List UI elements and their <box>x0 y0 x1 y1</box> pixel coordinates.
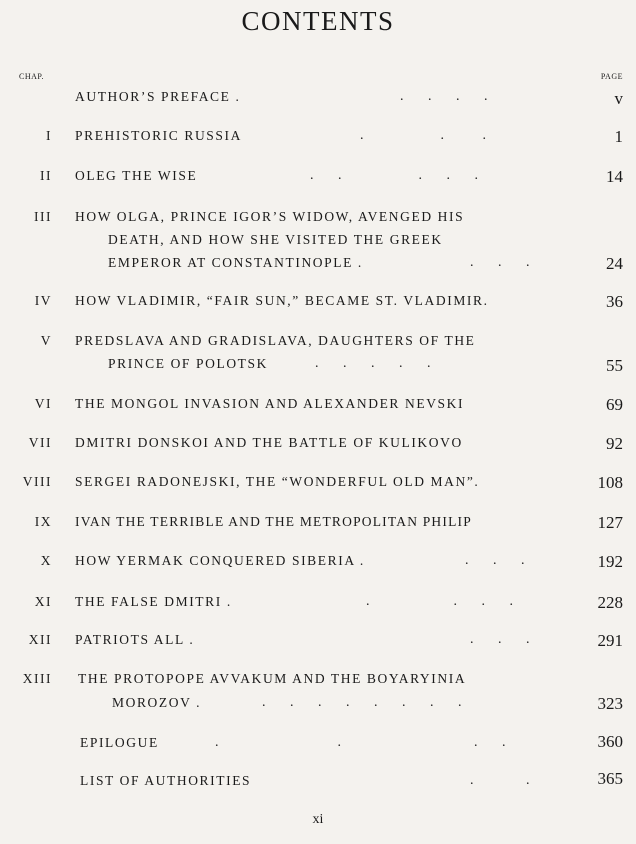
leader-dots: . . . . <box>400 89 488 104</box>
entry-title: OLEG THE WISE <box>75 168 198 183</box>
entry-title: HOW VLADIMIR, “FAIR SUN,” BECAME ST. VLADIMIR. <box>75 293 489 308</box>
leader-dots: . . . <box>360 128 486 143</box>
page-number: 192 <box>597 552 623 571</box>
page-folio: xi <box>312 812 324 827</box>
entry-title: LIST OF AUTHORITIES <box>80 773 252 788</box>
page-number: 291 <box>597 631 623 650</box>
page-number: 24 <box>606 254 623 273</box>
leader-dots: . . . . . <box>310 168 478 183</box>
leader-dots: . . . . <box>215 735 506 750</box>
entry-title-line-2: DEATH, AND HOW SHE VISITED THE GREEK <box>108 232 443 247</box>
entry-title: PREHISTORIC RUSSIA <box>75 128 242 143</box>
chapter-number: III <box>34 209 52 224</box>
leader-dots: . . <box>470 773 530 788</box>
chapter-number: IV <box>34 293 52 308</box>
page-number: 365 <box>597 769 623 788</box>
chapter-number: V <box>40 333 52 348</box>
entry-title: HOW YERMAK CONQUERED SIBERIA . <box>75 553 365 568</box>
chapter-number: VI <box>34 396 52 411</box>
page-number: 108 <box>597 473 623 492</box>
entry-title: AUTHOR’S PREFACE . <box>75 89 241 104</box>
page-number: 69 <box>606 395 623 414</box>
chapter-number: XI <box>34 594 52 609</box>
chapter-number: X <box>40 553 52 568</box>
chapter-number: XII <box>28 632 52 647</box>
chapter-number: II <box>40 168 52 183</box>
leader-dots: . . . . . <box>315 356 431 371</box>
page-number: 92 <box>606 434 623 453</box>
chapter-number: I <box>46 128 52 143</box>
leader-dots: . . . <box>470 255 530 270</box>
page-number: 323 <box>597 694 623 713</box>
leader-dots: . . . . . . . . <box>262 695 462 710</box>
entry-title-line-2: PRINCE OF POLOTSK <box>108 356 268 371</box>
leader-dots: . . . . <box>366 594 513 609</box>
entry-title-line-2: MOROZOV . <box>112 695 202 710</box>
chapter-number: VIII <box>22 474 52 489</box>
chapter-number: IX <box>34 514 52 529</box>
page-number: v <box>614 89 623 108</box>
entry-title-line-1: PREDSLAVA AND GRADISLAVA, DAUGHTERS OF THE <box>75 333 476 348</box>
chapter-number: VII <box>28 435 52 450</box>
entry-title: EPILOGUE <box>80 735 159 750</box>
entry-title-line-3: EMPEROR AT CONSTANTINOPLE . <box>108 255 363 270</box>
entry-title: SERGEI RADONEJSKI, THE “WONDERFUL OLD MAN”. <box>75 474 480 489</box>
page-number: 1 <box>614 127 623 146</box>
page-column-header: PAGE <box>600 72 623 81</box>
page-number: 14 <box>606 167 623 186</box>
page-number: 127 <box>597 513 623 532</box>
chapter-column-header: CHAP. <box>19 72 44 81</box>
leader-dots: . . . <box>470 632 530 647</box>
entry-title: THE MONGOL INVASION AND ALEXANDER NEVSKI <box>75 396 465 411</box>
page-number: 36 <box>606 292 623 311</box>
chapter-number: XIII <box>22 671 52 686</box>
entry-title: THE FALSE DMITRI . <box>75 594 232 609</box>
page-number: 55 <box>606 356 623 375</box>
page-number: 228 <box>597 593 623 612</box>
entry-title: IVAN THE TERRIBLE AND THE METROPOLITAN PHILIP <box>75 514 472 529</box>
entry-title-line-1: HOW OLGA, PRINCE IGOR’S WIDOW, AVENGED HIS <box>75 209 465 224</box>
page-title: CONTENTS <box>241 6 395 36</box>
page-number: 360 <box>597 732 623 751</box>
entry-title: DMITRI DONSKOI AND THE BATTLE OF KULIKOVO <box>75 435 463 450</box>
entry-title-line-1: THE PROTOPOPE AVVAKUM AND THE BOYARYINIA <box>78 671 467 686</box>
leader-dots: . . . <box>465 553 525 568</box>
entry-title: PATRIOTS ALL . <box>75 632 195 647</box>
